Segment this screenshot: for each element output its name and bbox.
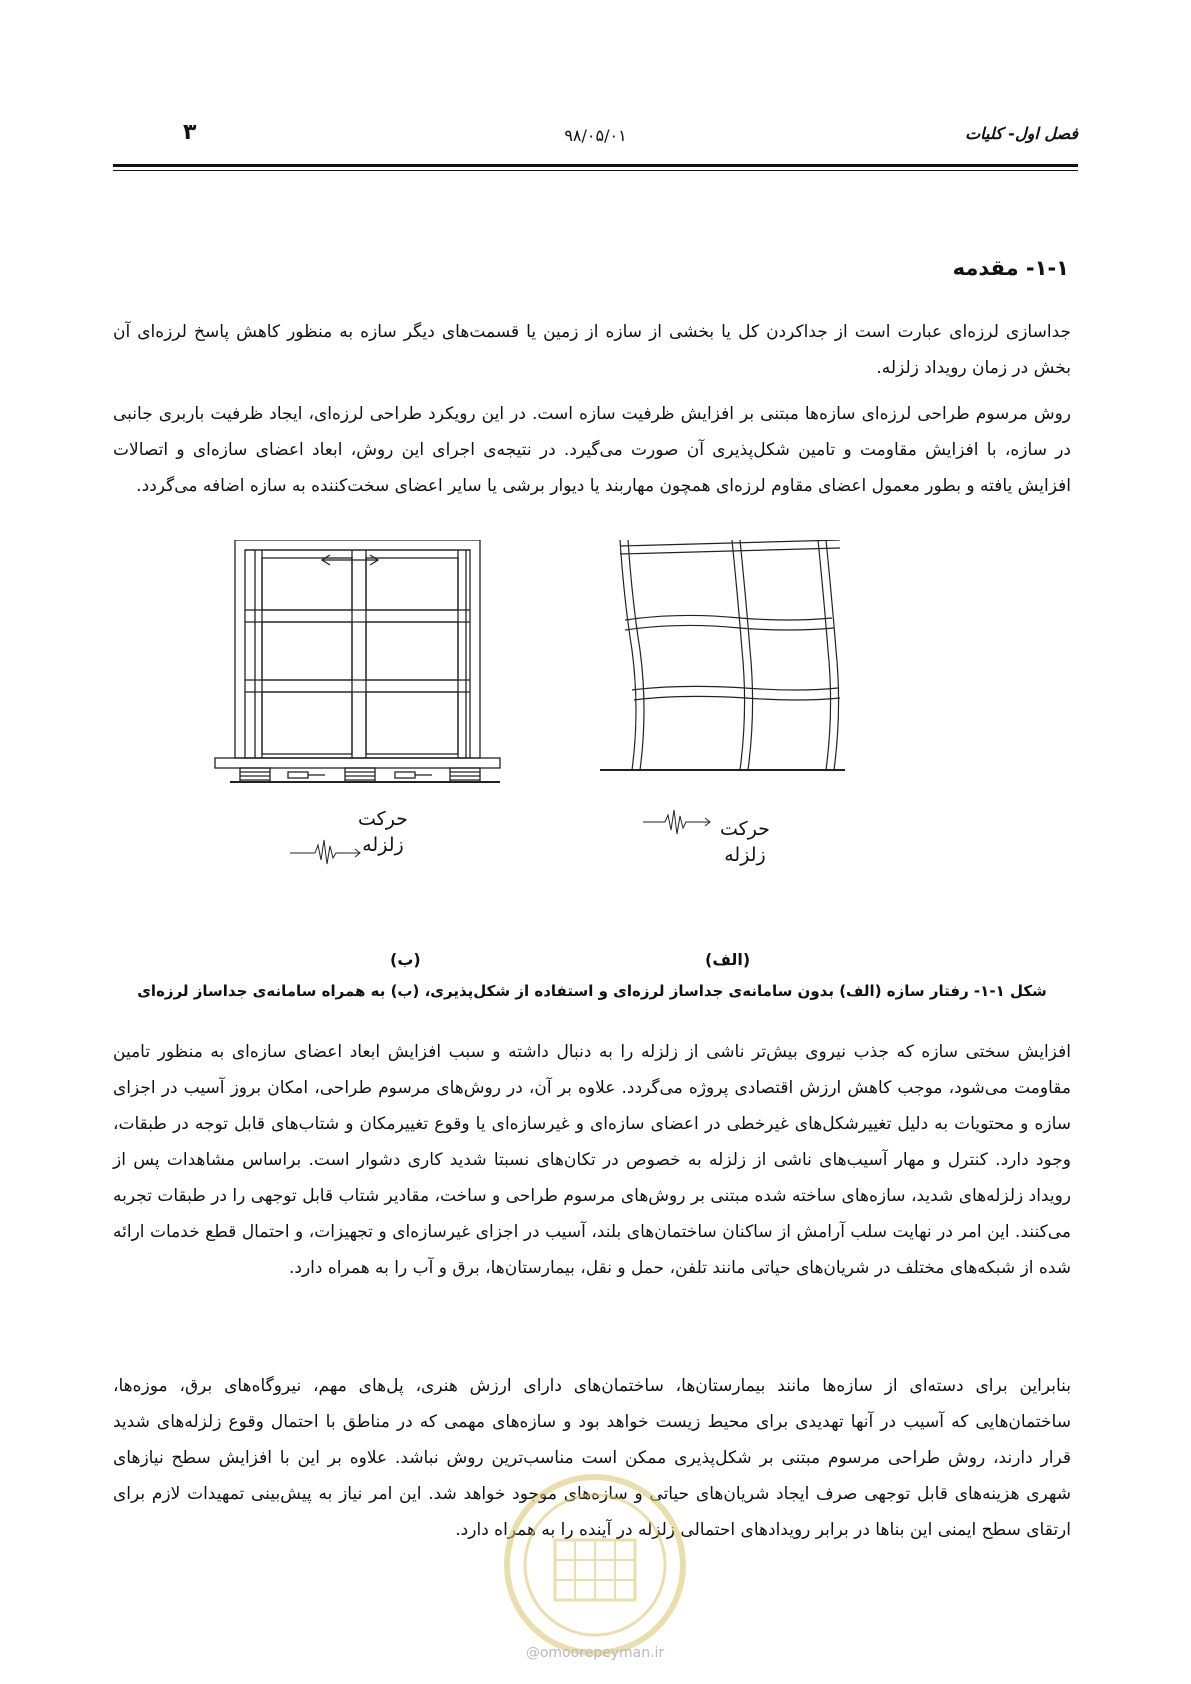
fixed-base-building [600, 540, 845, 770]
motion-label-right: حرکت زلزله [720, 818, 770, 866]
header-date: ۹۸/۰۵/۰۱ [564, 126, 627, 145]
figure-drawing [200, 540, 1000, 940]
page-number: ۳ [183, 120, 197, 145]
watermark-logo-icon [500, 1470, 690, 1660]
page-header [113, 120, 1078, 150]
figure-label-b: (ب) [390, 950, 421, 969]
figure-label-alef: (الف) [705, 950, 751, 969]
paragraph-4: بنابراین برای دسته‌ای از سازه‌ها مانند بیمارستان‌ها، ساختمان‌های دارای ارزش هنری، پل‌های مهم، نیروگاه‌های برق، موزه‌ها، ساختمان‌هایی که آسیب در آنها تهدیدی برای محیط زیست خواهد بود و سازه‌های مهمی که در مناطق با احتمال وقوع زلزله‌های شدید قرار دارند، روش طراحی مرسوم مبتنی بر شکل‌پذیری ممکن است مناسب‌ترین روش نباشد. علاوه بر این با افزایش سطح نیازهای شهری هزینه‌های قابل توجهی صرف ایجاد شریان‌های حیاتی و سازه‌های موجود خواهد شد. این امر نیاز به پیش‌بینی تمهیدات لازم برای ارتقای سطح ایمنی این بناها در برابر رویدادهای احتمالی زلزله در آینده را به همراه دارد. [113, 1376, 1071, 1540]
motion-label-left: حرکت زلزله [358, 808, 408, 856]
paragraph-2: روش مرسوم طراحی لرزه‌ای سازه‌ها مبتنی بر افزایش ظرفیت سازه است. در این رویکرد طراحی لرزه‌ای، ایجاد ظرفیت باربری جانبی در سازه، با افزایش مقاومت و تامین شکل‌پذیری آن صورت می‌گیرد. در نتیجه‌ی اجرای این روش، ابعاد اعضای سازه‌ای و اتصالات افزایش یافته و بطور معمول اعضای مقاوم لرزه‌ای همچون مهاربند یا دیوار برشی یا سایر اعضای سخت‌کننده به سازه اضافه می‌گردد. [113, 404, 1071, 496]
paragraph-3: افزایش سختی سازه که جذب نیروی بیش‌تر ناشی از زلزله را به دنبال داشته و سبب افزایش ابعاد اعضای سازه‌ای به منظور تامین مقاومت می‌شود، موجب کاهش ارزش اقتصادی پروژه می‌گردد. علاوه بر آن، در روش‌های مرسوم طراحی، امکان بروز آسیب در اجزای سازه و محتویات به دلیل تغییرشکل‌های غیرخطی در اعضای سازه‌ای و غیرسازه‌ای یا وقوع تغییرمکان و شتاب‌های قابل توجه در طبقات، وجود دارد. کنترل و مهار آسیب‌های ناشی از زلزله به خصوص در تکان‌های نسبتا شدید کاری دشوار است. براساس مشاهدات پس از رویداد زلزله‌های شدید، سازه‌های ساخته شده مبتنی بر روش‌های مرسوم طراحی و ساخت، مقادیر شتاب قابل توجهی را در طبقات تجربه می‌کنند. این امر در نهایت سلب آرامش از ساکنان ساختمان‌های بلند، آسیب در اجزای غیرسازه‌ای و تجهیزات، و احتمال قطع خدمات ارائه شده از شبکه‌های مختلف در شریان‌های حیاتی مانند تلفن، حمل و نقل، بیمارستان‌ها، برق و آب را به همراه دارد. [113, 1042, 1071, 1278]
watermark-text: @omoorepeyman.ir [525, 1645, 665, 1661]
figure-structure-behavior [200, 540, 1000, 969]
header-rule-thick [113, 164, 1078, 167]
paragraph-1: جداسازی لرزه‌ای عبارت است از جداکردن کل یا بخشی از سازه از زمین یا قسمت‌های دیگر سازه به منظور کاهش پاسخ لرزه‌ای آن بخش در زمان رویداد زلزله. [113, 322, 1071, 378]
figure-caption: شکل ۱-۱- رفتار سازه (الف) بدون سامانه‌ی جداساز لرزه‌ای و استفاده از شکل‌پذیری، (ب) به همراه سامانه‌ی جداساز لرزه‌ای [137, 982, 1047, 1000]
chapter-title: فصل اول- کلیات [965, 124, 1078, 143]
header-rule-thin [113, 170, 1078, 171]
section-heading: ۱-۱- مقدمه [952, 256, 1069, 280]
right-ground-wave [643, 810, 710, 834]
